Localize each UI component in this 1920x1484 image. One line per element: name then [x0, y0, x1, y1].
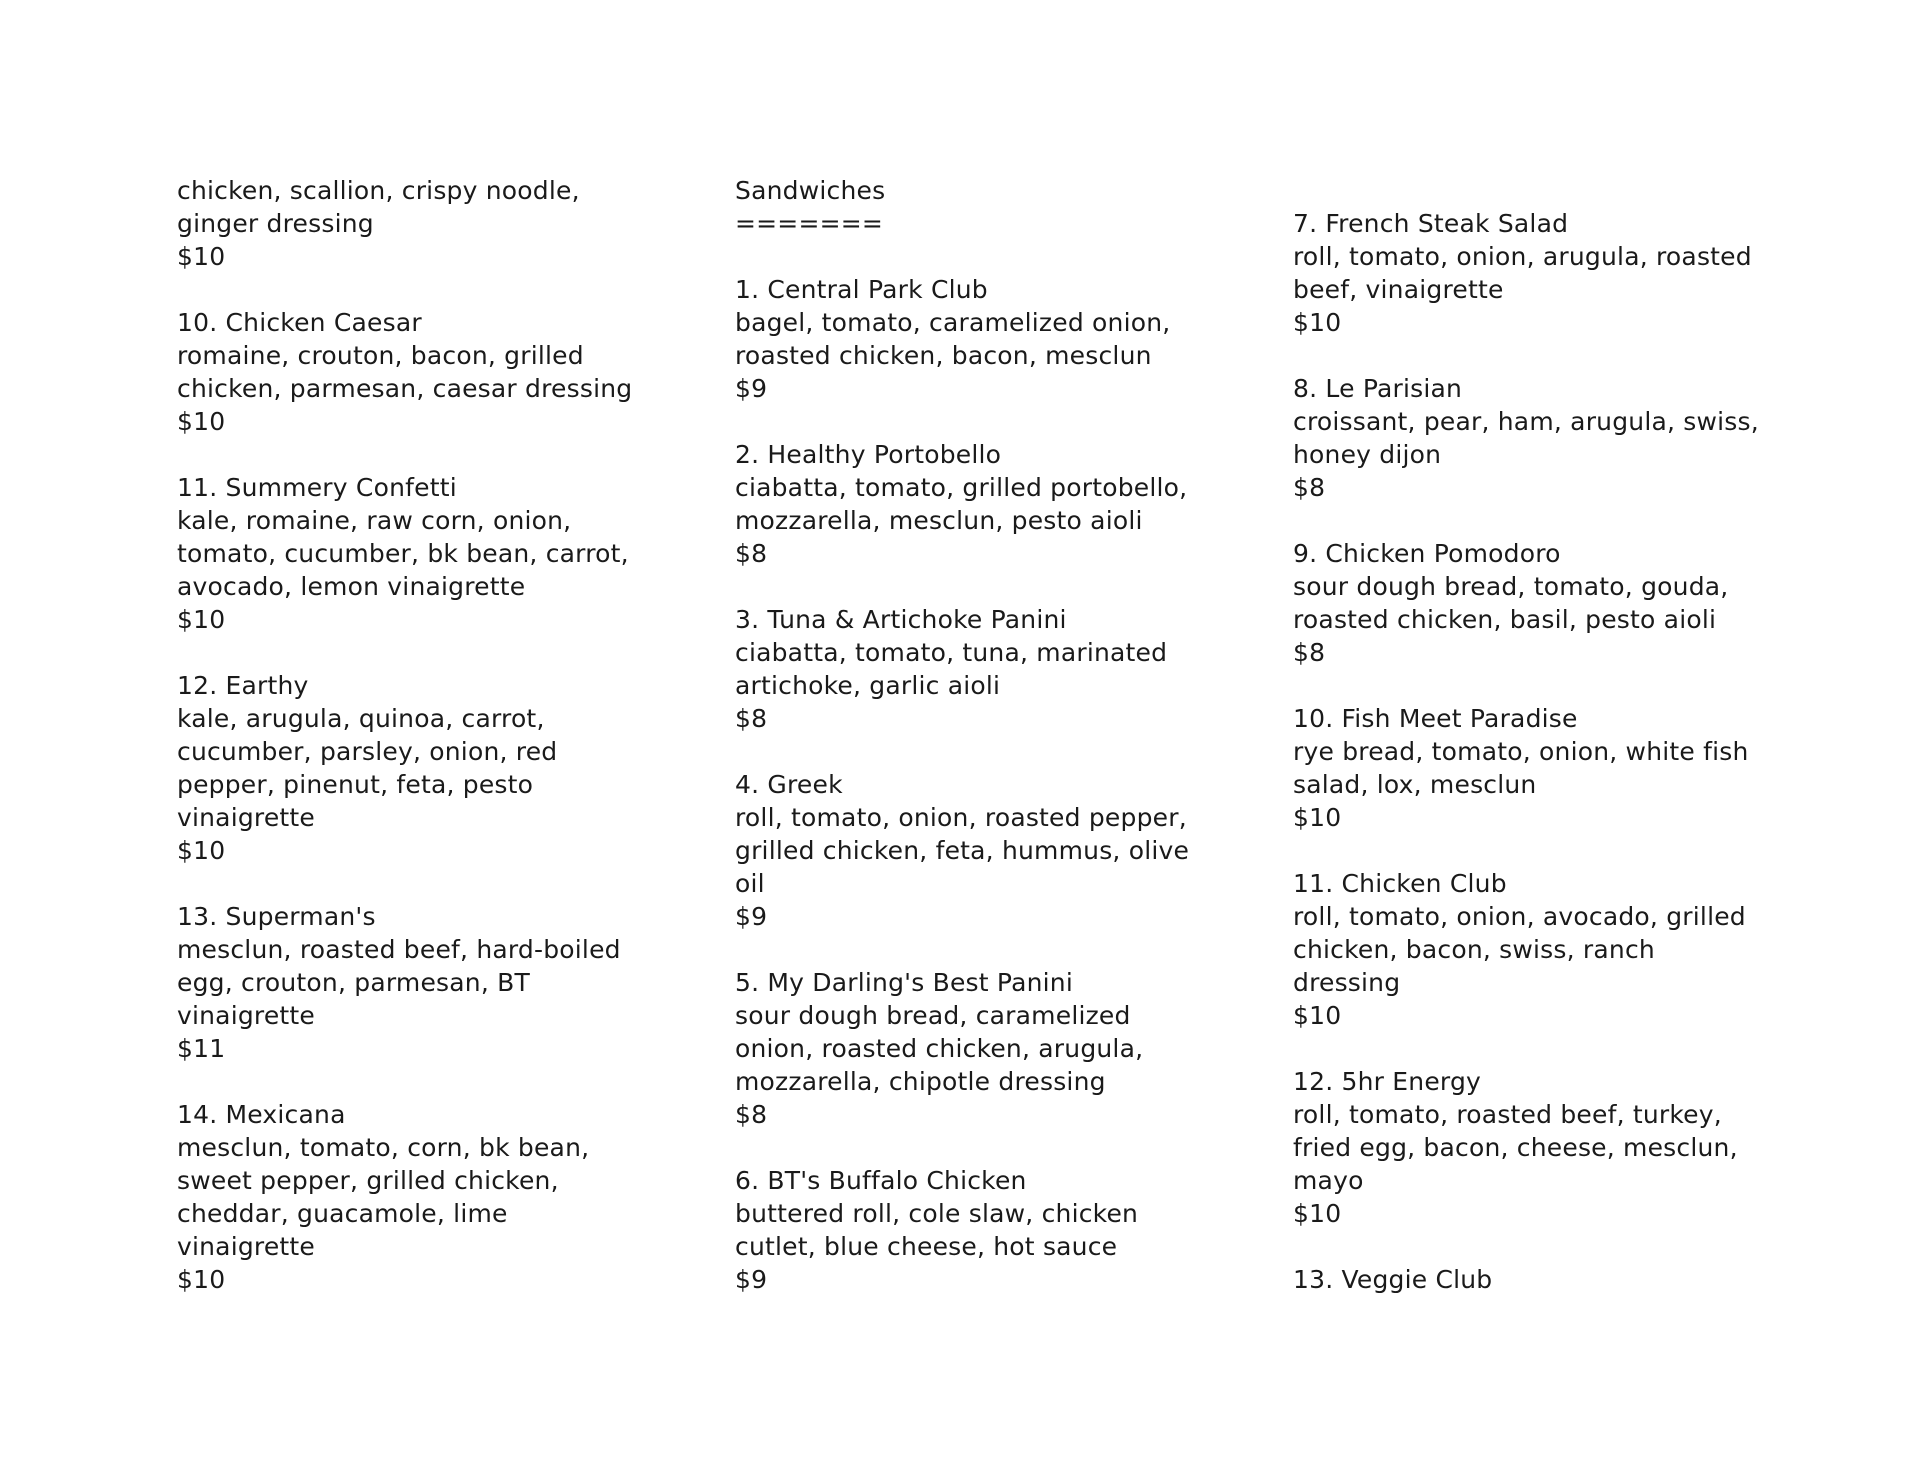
menu-item-description: mayo	[1293, 1166, 1364, 1195]
menu-item-description: sweet pepper, grilled chicken,	[177, 1166, 559, 1195]
menu-item-description: chicken, parmesan, caesar dressing	[177, 374, 633, 403]
menu-item-title: 3. Tuna & Artichoke Panini	[735, 605, 1067, 634]
menu-item-description: mozzarella, chipotle dressing	[735, 1067, 1106, 1096]
menu-item-description: mozzarella, mesclun, pesto aioli	[735, 506, 1143, 535]
spacer	[735, 933, 1235, 966]
menu-item-price: $10	[177, 1265, 226, 1294]
menu-item-description: egg, crouton, parmesan, BT	[177, 968, 530, 997]
menu-item-price: $9	[735, 902, 768, 931]
section-rule: =======	[735, 209, 884, 238]
menu-column-2	[735, 174, 1235, 1296]
menu-item-description: vinaigrette	[177, 803, 316, 832]
spacer	[1293, 834, 1793, 867]
menu-item-title: 12. Earthy	[177, 671, 309, 700]
menu-item-title: 10. Fish Meet Paradise	[1293, 704, 1578, 733]
menu-item-title: 13. Superman's	[177, 902, 376, 931]
menu-item-price: $8	[735, 1100, 768, 1129]
menu-item-title: 10. Chicken Caesar	[177, 308, 422, 337]
menu-item-price: $10	[1293, 1001, 1342, 1030]
menu-item-description: croissant, pear, ham, arugula, swiss,	[1293, 407, 1759, 436]
menu-item-description: roll, tomato, onion, avocado, grilled	[1293, 902, 1746, 931]
spacer	[177, 273, 677, 306]
menu-item-price: $10	[1293, 1199, 1342, 1228]
spacer	[1293, 669, 1793, 702]
menu-item-price: $8	[735, 539, 768, 568]
menu-item-description: vinaigrette	[177, 1001, 316, 1030]
menu-item-description: beef, vinaigrette	[1293, 275, 1504, 304]
menu-item-title: 6. BT's Buffalo Chicken	[735, 1166, 1027, 1195]
menu-item-title: 2. Healthy Portobello	[735, 440, 1002, 469]
menu-item-description: onion, roasted chicken, arugula,	[735, 1034, 1144, 1063]
menu-item-price: $10	[177, 605, 226, 634]
spacer	[735, 735, 1235, 768]
spacer	[735, 1131, 1235, 1164]
menu-item-title: 4. Greek	[735, 770, 843, 799]
menu-item-description: bagel, tomato, caramelized onion,	[735, 308, 1171, 337]
menu-item-title: 7. French Steak Salad	[1293, 209, 1569, 238]
menu-item-price: $10	[177, 242, 226, 271]
menu-item-description: dressing	[1293, 968, 1401, 997]
section-title: Sandwiches	[735, 176, 886, 205]
menu-item-description: sour dough bread, tomato, gouda,	[1293, 572, 1729, 601]
menu-item-description: romaine, crouton, bacon, grilled	[177, 341, 584, 370]
menu-item-description: roasted chicken, bacon, mesclun	[735, 341, 1152, 370]
menu-item-description: kale, arugula, quinoa, carrot,	[177, 704, 545, 733]
menu-item-description: buttered roll, cole slaw, chicken	[735, 1199, 1139, 1228]
menu-item-description: grilled chicken, feta, hummus, olive	[735, 836, 1190, 865]
menu-item-description: roll, tomato, onion, arugula, roasted	[1293, 242, 1752, 271]
spacer	[735, 405, 1235, 438]
menu-item-price: $9	[735, 1265, 768, 1294]
menu-column-1	[177, 174, 677, 1296]
menu-item-price: $10	[177, 836, 226, 865]
spacer	[177, 636, 677, 669]
menu-item-description: cheddar, guacamole, lime	[177, 1199, 508, 1228]
menu-item-description: artichoke, garlic aioli	[735, 671, 1001, 700]
menu-item-description: roll, tomato, roasted beef, turkey,	[1293, 1100, 1722, 1129]
menu-item-description: mesclun, roasted beef, hard-boiled	[177, 935, 621, 964]
spacer	[735, 240, 1235, 273]
menu-item-title: 14. Mexicana	[177, 1100, 346, 1129]
spacer	[177, 1065, 677, 1098]
menu-item-description: ciabatta, tomato, grilled portobello,	[735, 473, 1188, 502]
menu-item-description: avocado, lemon vinaigrette	[177, 572, 526, 601]
menu-item-description: chicken, scallion, crispy noodle,	[177, 176, 580, 205]
menu-item-description: ginger dressing	[177, 209, 374, 238]
spacer	[735, 570, 1235, 603]
menu-item-description: cutlet, blue cheese, hot sauce	[735, 1232, 1118, 1261]
menu-item-title: 9. Chicken Pomodoro	[1293, 539, 1561, 568]
menu-item-description: roasted chicken, basil, pesto aioli	[1293, 605, 1717, 634]
menu-item-description: chicken, bacon, swiss, ranch	[1293, 935, 1655, 964]
menu-item-description: salad, lox, mesclun	[1293, 770, 1537, 799]
menu-item-description: cucumber, parsley, onion, red	[177, 737, 558, 766]
spacer	[1293, 504, 1793, 537]
menu-item-title: 1. Central Park Club	[735, 275, 988, 304]
menu-item-description: rye bread, tomato, onion, white fish	[1293, 737, 1749, 766]
menu-item-title: 13. Veggie Club	[1293, 1265, 1493, 1294]
spacer	[177, 438, 677, 471]
menu-item-price: $10	[1293, 308, 1342, 337]
menu-item-description: pepper, pinenut, feta, pesto	[177, 770, 534, 799]
menu-item-price: $10	[177, 407, 226, 436]
menu-item-description: oil	[735, 869, 765, 898]
menu-item-price: $10	[1293, 803, 1342, 832]
spacer	[1293, 1032, 1793, 1065]
menu-item-description: kale, romaine, raw corn, onion,	[177, 506, 572, 535]
menu-item-price: $11	[177, 1034, 226, 1063]
menu-item-price: $8	[1293, 473, 1326, 502]
menu-item-price: $9	[735, 374, 768, 403]
menu-item-description: fried egg, bacon, cheese, mesclun,	[1293, 1133, 1738, 1162]
menu-item-description: ciabatta, tomato, tuna, marinated	[735, 638, 1168, 667]
spacer	[177, 867, 677, 900]
menu-item-description: vinaigrette	[177, 1232, 316, 1261]
menu-item-price: $8	[735, 704, 768, 733]
menu-item-title: 11. Summery Confetti	[177, 473, 457, 502]
spacer	[1293, 1230, 1793, 1263]
menu-item-title: 8. Le Parisian	[1293, 374, 1463, 403]
menu-item-price: $8	[1293, 638, 1326, 667]
spacer	[1293, 339, 1793, 372]
menu-item-title: 12. 5hr Energy	[1293, 1067, 1482, 1096]
menu-item-description: sour dough bread, caramelized	[735, 1001, 1131, 1030]
menu-item-description: honey dijon	[1293, 440, 1442, 469]
menu-item-title: 11. Chicken Club	[1293, 869, 1507, 898]
menu-item-description: mesclun, tomato, corn, bk bean,	[177, 1133, 590, 1162]
menu-item-description: roll, tomato, onion, roasted pepper,	[735, 803, 1187, 832]
menu-item-title: 5. My Darling's Best Panini	[735, 968, 1073, 997]
menu-column-3	[1293, 207, 1793, 1296]
menu-item-description: tomato, cucumber, bk bean, carrot,	[177, 539, 629, 568]
